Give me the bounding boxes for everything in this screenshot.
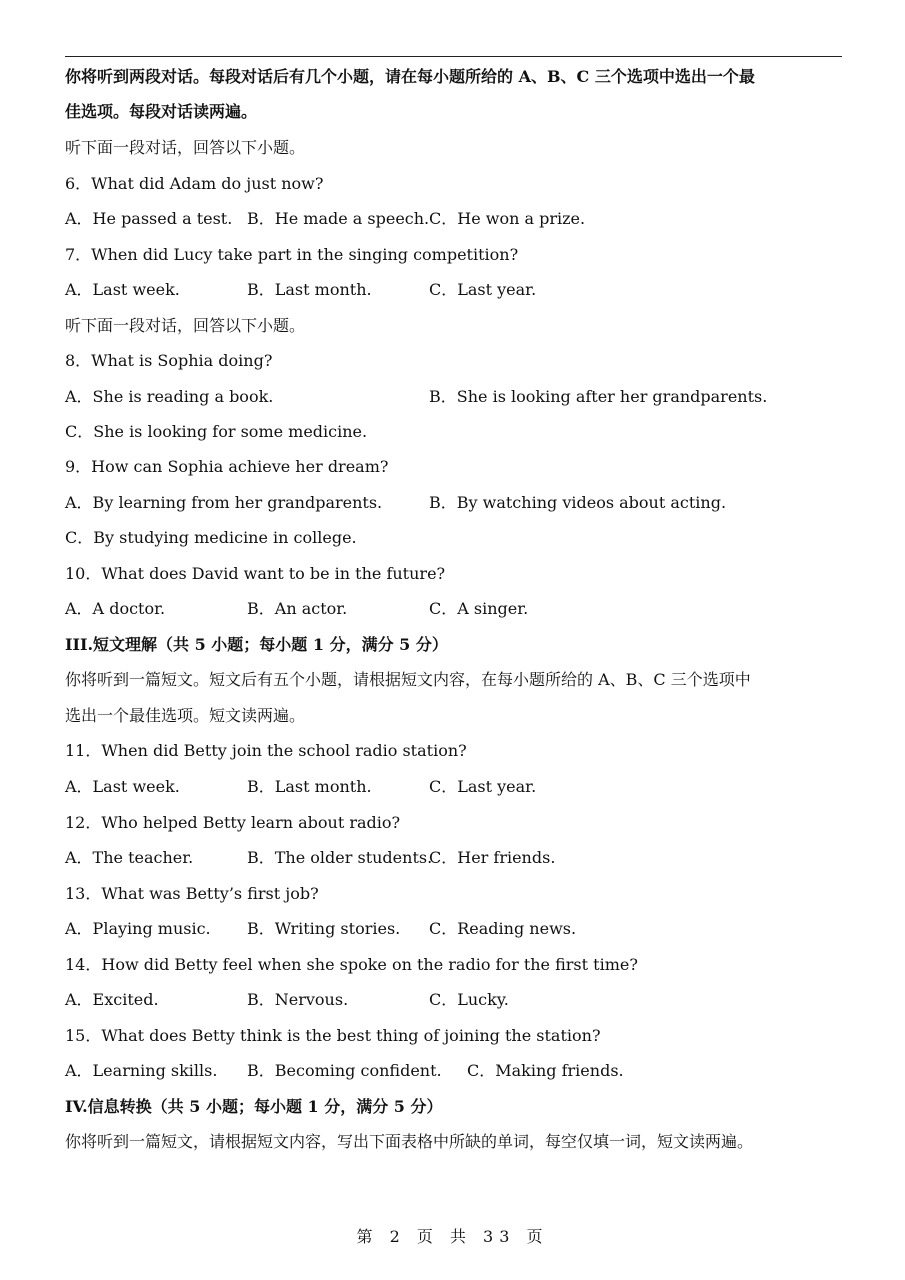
page-footer: 第 2 页 共 33 页	[356, 1227, 549, 1246]
option-a: A．Learning skills.	[65, 1061, 218, 1080]
option-c: C．Lucky.	[429, 990, 509, 1009]
option-a: A．He passed a test.	[65, 209, 233, 228]
section-instructions-line-1: 你将听到一篇短文。短文后有五个小题，请根据短文内容，在每小题所给的 A、B、C 三个选项中	[65, 670, 751, 689]
option-a: A．The teacher.	[65, 848, 194, 867]
option-c: C．Last year.	[429, 280, 537, 299]
option-b: B．An actor.	[247, 599, 348, 618]
section-instructions-line-2: 选出一个最佳选项。短文读两遍。	[65, 706, 306, 725]
question-stem: 9．How can Sophia achieve her dream?	[65, 457, 389, 476]
option-a: A．A doctor.	[65, 599, 166, 618]
option-c: C．Last year.	[429, 777, 537, 796]
section-instructions-line-1: 你将听到一篇短文，请根据短文内容，写出下面表格中所缺的单词，每空仅填一词，短文读两遍。	[65, 1132, 754, 1151]
section-heading: III.短文理解（共 5 小题；每小题 1 分，满分 5 分）	[65, 635, 448, 654]
option-b: B．She is looking after her grandparents.	[429, 387, 768, 406]
section-heading: IV.信息转换（共 5 小题；每小题 1 分，满分 5 分）	[65, 1097, 443, 1116]
option-b: B．Becoming confident.	[247, 1061, 442, 1080]
option-c: C．A singer.	[429, 599, 529, 618]
question-stem: 12．Who helped Betty learn about radio?	[65, 813, 401, 832]
option-c: C．She is looking for some medicine.	[65, 422, 368, 441]
question-stem: 14．How did Betty feel when she spoke on the radio for the first time?	[65, 955, 638, 974]
option-b: B．Last month.	[247, 777, 372, 796]
option-c: C．He won a prize.	[429, 209, 586, 228]
dialogue-intro: 听下面一段对话，回答以下小题。	[65, 316, 306, 335]
question-stem: 6．What did Adam do just now?	[65, 174, 324, 193]
option-a: A．She is reading a book.	[65, 387, 274, 406]
option-b: B．Last month.	[247, 280, 372, 299]
option-a: A．Last week.	[65, 280, 180, 299]
question-stem: 8．What is Sophia doing?	[65, 351, 273, 370]
option-a: A．Playing music.	[65, 919, 211, 938]
instructions-line-1: 你将听到两段对话。每段对话后有几个小题，请在每小题所给的 A、B、C 三个选项中选出一个最	[65, 67, 755, 86]
option-b: B．By watching videos about acting.	[429, 493, 727, 512]
option-b: B．He made a speech.	[247, 209, 430, 228]
option-a: A．Excited.	[65, 990, 159, 1009]
option-c: C．Reading news.	[429, 919, 577, 938]
instructions-line-2: 佳选项。每段对话读两遍。	[65, 102, 258, 121]
option-c: C．By studying medicine in college.	[65, 528, 357, 547]
option-b: B．Nervous.	[247, 990, 349, 1009]
question-stem: 7．When did Lucy take part in the singing competition?	[65, 245, 519, 264]
question-stem: 10．What does David want to be in the future?	[65, 564, 446, 583]
top-rule	[65, 56, 842, 57]
dialogue-intro: 听下面一段对话，回答以下小题。	[65, 138, 306, 157]
question-stem: 11．When did Betty join the school radio station?	[65, 741, 467, 760]
question-stem: 13．What was Betty’s first job?	[65, 884, 319, 903]
question-stem: 15．What does Betty think is the best thing of joining the station?	[65, 1026, 601, 1045]
option-b: B．Writing stories.	[247, 919, 401, 938]
option-a: A．Last week.	[65, 777, 180, 796]
option-c: C．Her friends.	[429, 848, 556, 867]
option-a: A．By learning from her grandparents.	[65, 493, 383, 512]
option-b: B．The older students.	[247, 848, 433, 867]
option-c: C．Making friends.	[467, 1061, 624, 1080]
